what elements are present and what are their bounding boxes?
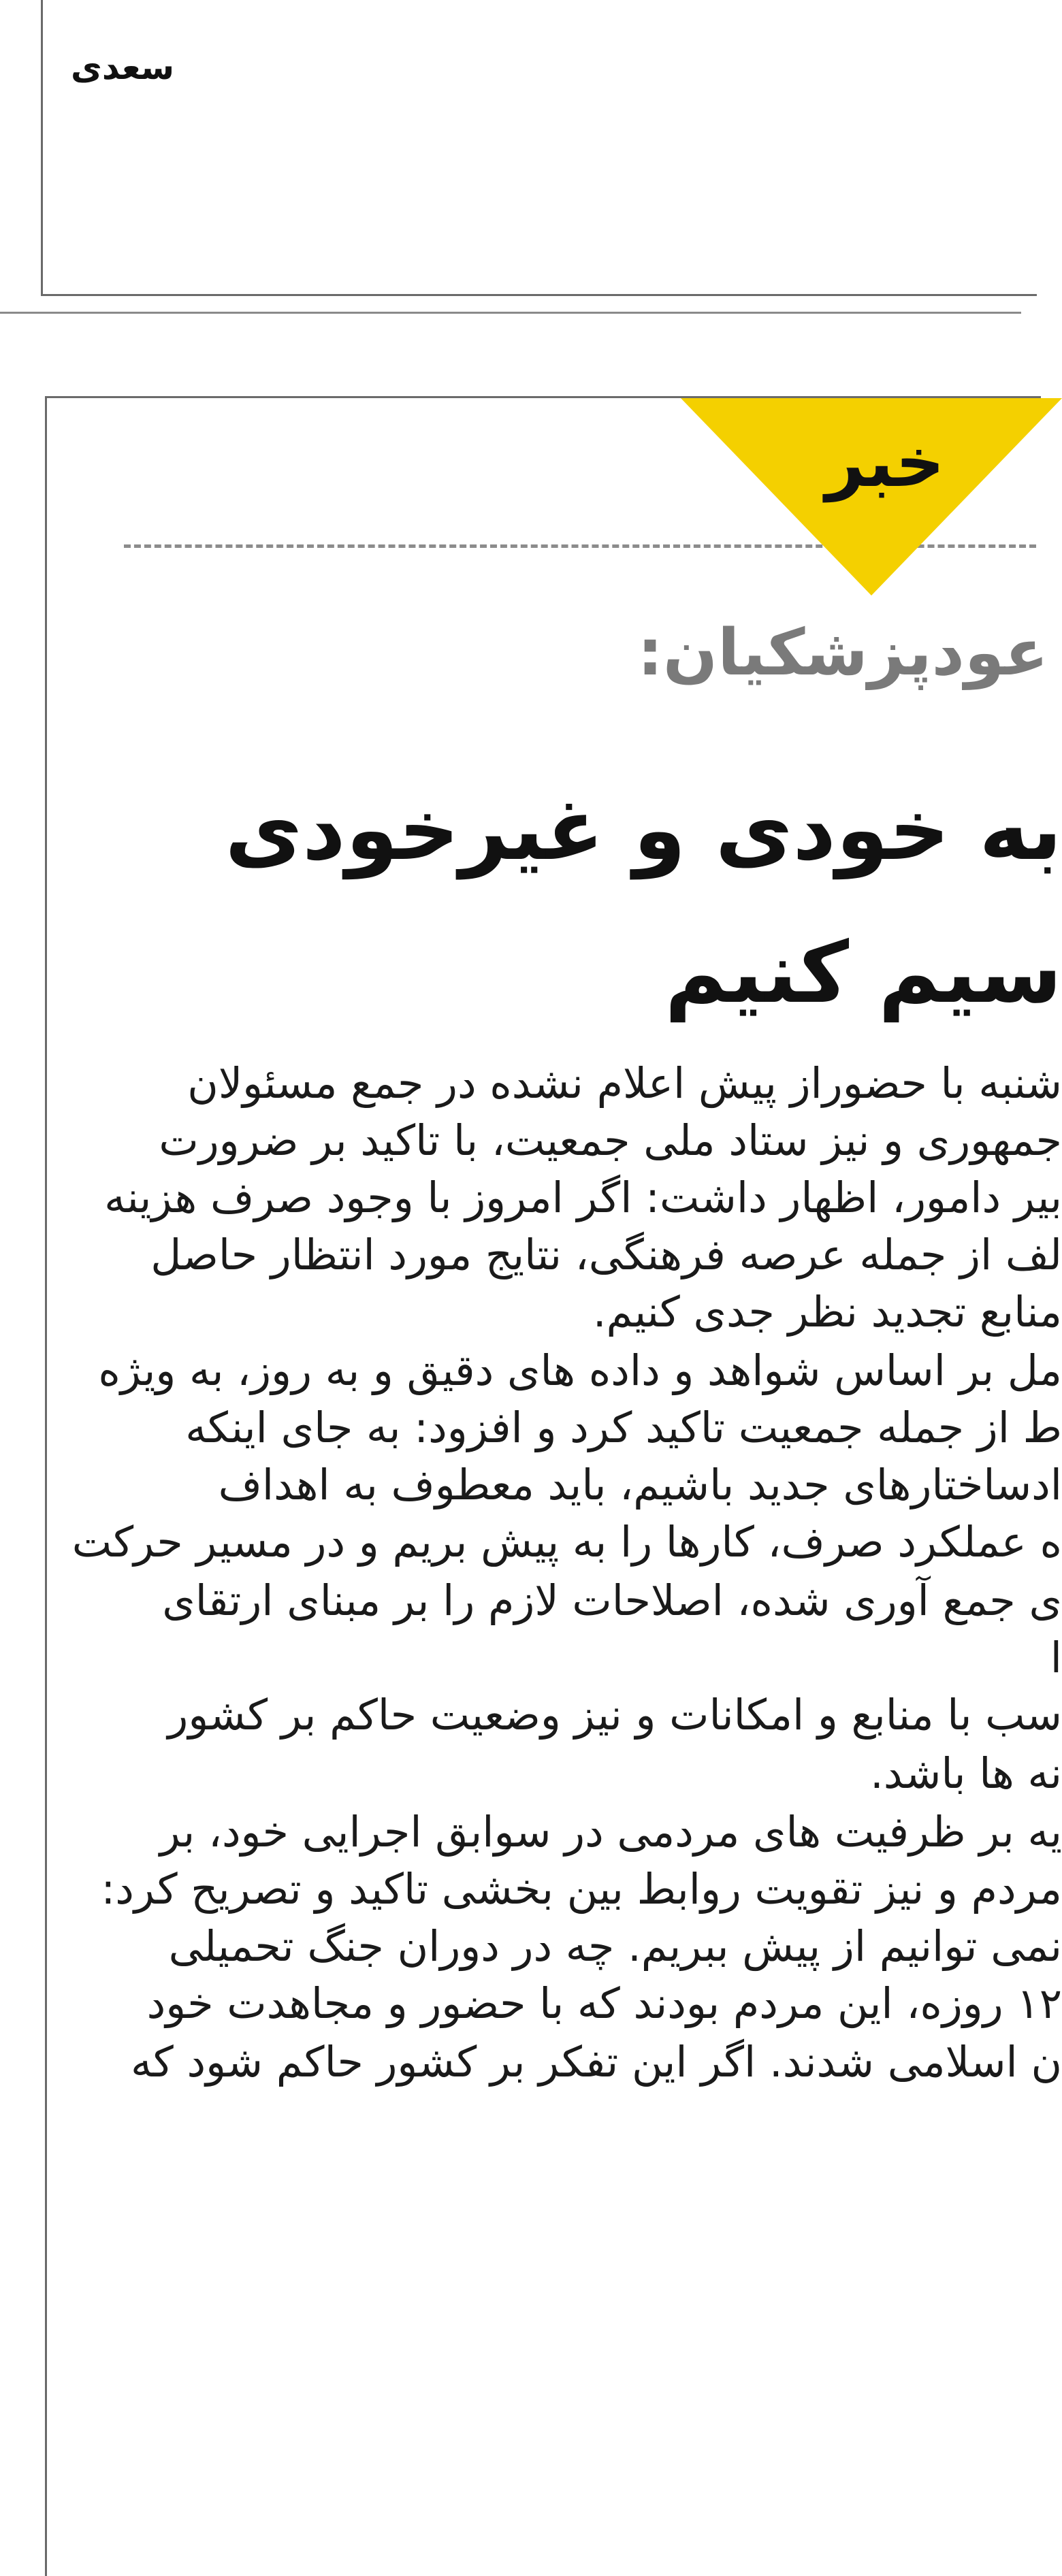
previous-article-frame [41, 0, 1037, 296]
body-line: نمی توانیم از پیش ببریم. چه در دوران جنگ تحمیلی [168, 1921, 1062, 1971]
body-line: مردم و نیز تقویت روابط بین بخشی تاکید و تصریح کرد: [101, 1864, 1062, 1914]
body-line: ا [1050, 1633, 1062, 1682]
body-line: ن اسلامی شدند. اگر این تفکر بر کشور حاکم شود که [131, 2037, 1062, 2087]
body-line: بیر دامور، اظهار داشت: اگر امروز با وجود صرف هزینه [104, 1173, 1062, 1222]
body-line: ۱۲ روزه، این مردم بودند که با حضور و مجاهدت خود [146, 1978, 1062, 2028]
body-line: ادساختارهای جدید باشیم، باید معطوف به اهداف [218, 1460, 1062, 1510]
body-line: نه ها باشد. [870, 1748, 1062, 1798]
body-line: مل بر اساس شواهد و داده های دقیق و به روز، به ویژه [98, 1346, 1062, 1395]
headline-line: سیم کنیم [664, 924, 1062, 1022]
body-line: ط از جمله جمعیت تاکید کرد و افزود: به جای اینکه [185, 1403, 1062, 1452]
headline-line: به خودی و غیرخودی [225, 781, 1062, 879]
body-line: ی جمع آوری شده، اصلاحات لازم را بر مبنای ارتقای [162, 1576, 1062, 1625]
previous-article-fragment: سعدی [71, 48, 175, 87]
body-line: یه بر ظرفیت های مردمی در سوابق اجرایی خود، بر [159, 1807, 1062, 1857]
article-supertitle: عودپزشکیان: [637, 616, 1048, 690]
body-line: سب با منابع و امکانات و نیز وضعیت حاکم بر کشور [167, 1690, 1062, 1740]
body-line: ه عملکرد صرف، کارها را به پیش بریم و در مسیر حرکت [71, 1517, 1062, 1567]
news-badge-label: خبر [825, 423, 945, 502]
body-line: شنبه با حضوراز پیش اعلام نشده در جمع مسئولان [187, 1058, 1062, 1108]
body-line: منابع تجدید نظر جدی کنیم. [592, 1287, 1062, 1337]
section-divider [0, 312, 1021, 314]
body-line: جمهوری و نیز ستاد ملی جمعیت، با تاکید بر ضرورت [159, 1115, 1062, 1165]
body-line: لف از جمله عرصه فرهنگی، نتایج مورد انتظار حاصل [150, 1230, 1062, 1279]
